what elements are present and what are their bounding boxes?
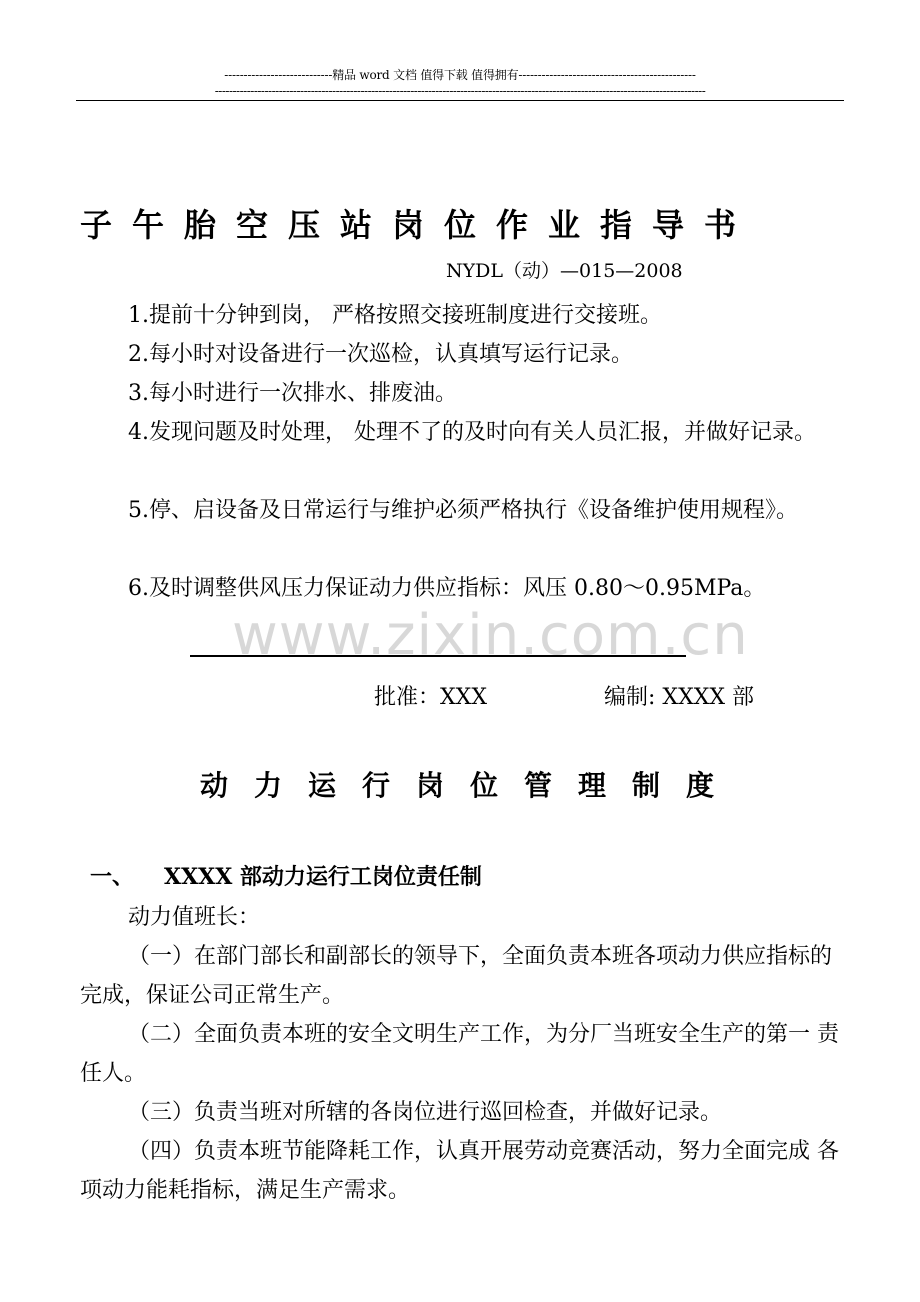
duty-4: （四）负责本班节能降耗工作，认真开展劳动竞赛活动，努力全面完成 各项动力能耗指标，满足生产需求。: [80, 1139, 839, 1203]
doc1-item-6: 6.及时调整供风压力保证动力供应指标：风压 0.80～0.95MPa。: [128, 576, 766, 601]
compile-label: 编制: XXXX 部: [604, 685, 755, 710]
watermark-text: www.zixin.com.cn: [232, 603, 749, 668]
doc1-item-4: 4.发现问题及时处理， 处理不了的及时向有关人员汇报，并做好记录。: [128, 420, 816, 445]
header-banner: ----------------------------精品 word 文档 值得下载 值得拥有----------------------------------------------: [224, 68, 696, 82]
doc1-item-2: 2.每小时对设备进行一次巡检，认真填写运行记录。: [128, 342, 633, 367]
duty-3: （三）负责当班对所辖的各岗位进行巡回检查，并做好记录。: [128, 1100, 723, 1125]
doc1-item-3: 3.每小时进行一次排水、排废油。: [128, 381, 457, 406]
doc1-title: 子午胎空压站岗位作业指导书: [80, 206, 757, 244]
section-number: 一、: [90, 864, 135, 890]
doc1-item-5: 5.停、启设备及日常运行与维护必须严格执行《设备维护使用规程》。: [128, 498, 798, 523]
header-rule: [76, 100, 844, 101]
signature-rule: [190, 655, 686, 657]
role-label: 动力值班长：: [128, 905, 261, 930]
duty-1: （一）在部门部长和副部长的领导下，全面负责本班各项动力供应指标的完成，保证公司正常生产。: [80, 944, 833, 1008]
doc1-code: NYDL（动）—015—2008: [446, 260, 683, 282]
section-title: XXXX 部动力运行工岗位责任制: [164, 864, 482, 890]
header-dashes: ------------------------------------------------------------------------------------------------------------------------------------------: [214, 84, 706, 98]
doc1-item-1: 1.提前十分钟到岗， 严格按照交接班制度进行交接班。: [128, 303, 662, 328]
approve-label: 批准：XXX: [374, 685, 487, 710]
doc2-title: 动力运行岗位管理制度: [200, 769, 741, 802]
duty-2: （二）全面负责本班的安全文明生产工作，为分厂当班安全生产的第一 责任人。: [80, 1022, 839, 1086]
